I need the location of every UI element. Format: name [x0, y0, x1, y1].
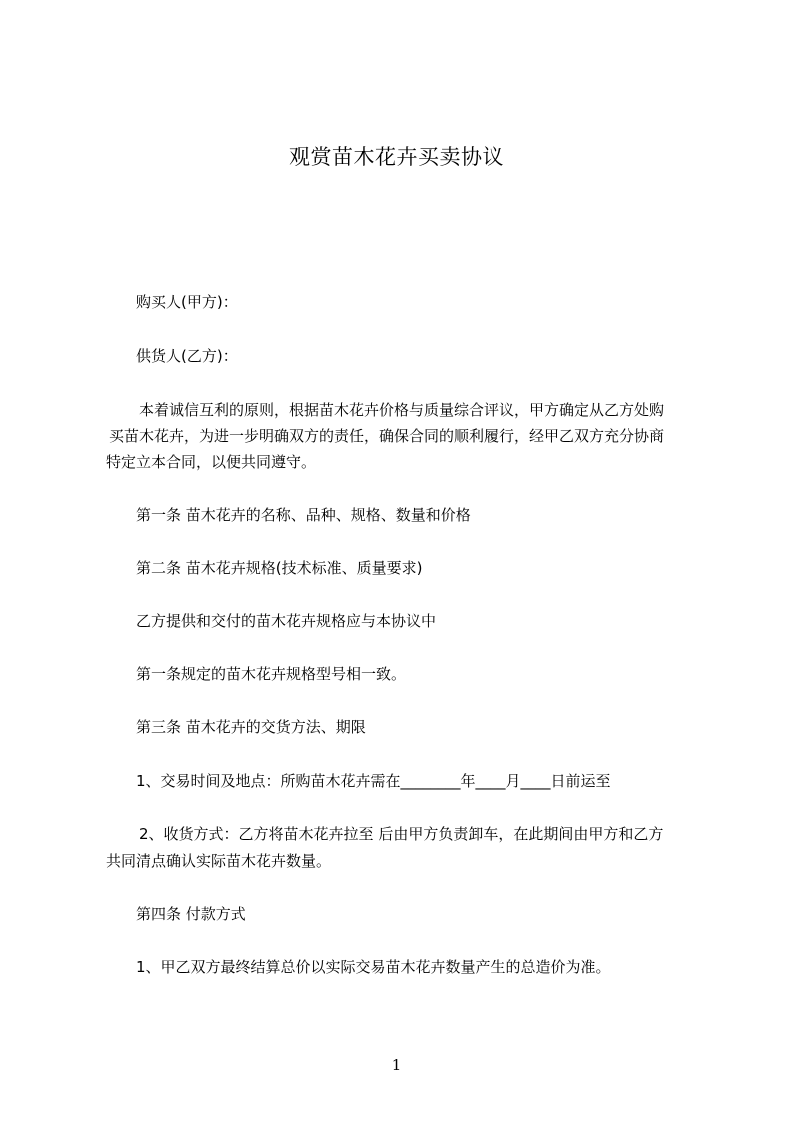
article-4-item-1: 1、甲乙双方最终结算总价以实际交易苗木花卉数量产生的总造价为准。 [136, 958, 611, 976]
supplier-line: 供货人(乙方)： [136, 347, 238, 365]
article-3-item-2-line-1: 2、收货方式：乙方将苗木花卉拉至 后由甲方负责卸车，在此期间由甲方和乙方 [139, 825, 664, 843]
article-4-heading: 第四条 付款方式 [136, 905, 246, 923]
article-3-heading: 第三条 苗木花卉的交货方法、期限 [136, 718, 366, 736]
document-title: 观赏苗木花卉买卖协议 [289, 145, 504, 169]
article-2-text-2: 第一条规定的苗木花卉规格型号相一致。 [136, 665, 407, 683]
article-2-text-1: 乙方提供和交付的苗木花卉规格应与本协议中 [136, 612, 437, 630]
preamble-line-1: 本着诚信互利的原则，根据苗木花卉价格与质量综合评议，甲方确定从乙方处购 [139, 401, 665, 419]
buyer-line: 购买人(甲方)： [136, 293, 238, 311]
article-1-heading: 第一条 苗木花卉的名称、品种、规格、数量和价格 [136, 506, 471, 524]
article-2-heading: 第二条 苗木花卉规格(技术标准、质量要求) [136, 559, 423, 577]
preamble-line-3: 特定立本合同，以便共同遵守。 [106, 453, 317, 471]
preamble-line-2: 买苗木花卉，为进一步明确双方的责任，确保合同的顺利履行，经甲乙双方充分协商 [109, 427, 665, 445]
page-number: 1 [391, 1056, 402, 1074]
article-3-item-2-line-2: 共同清点确认实际苗木花卉数量。 [106, 852, 332, 870]
article-3-item-1: 1、交易时间及地点：所购苗木花卉需在________年____月____日前运至 [136, 772, 611, 790]
